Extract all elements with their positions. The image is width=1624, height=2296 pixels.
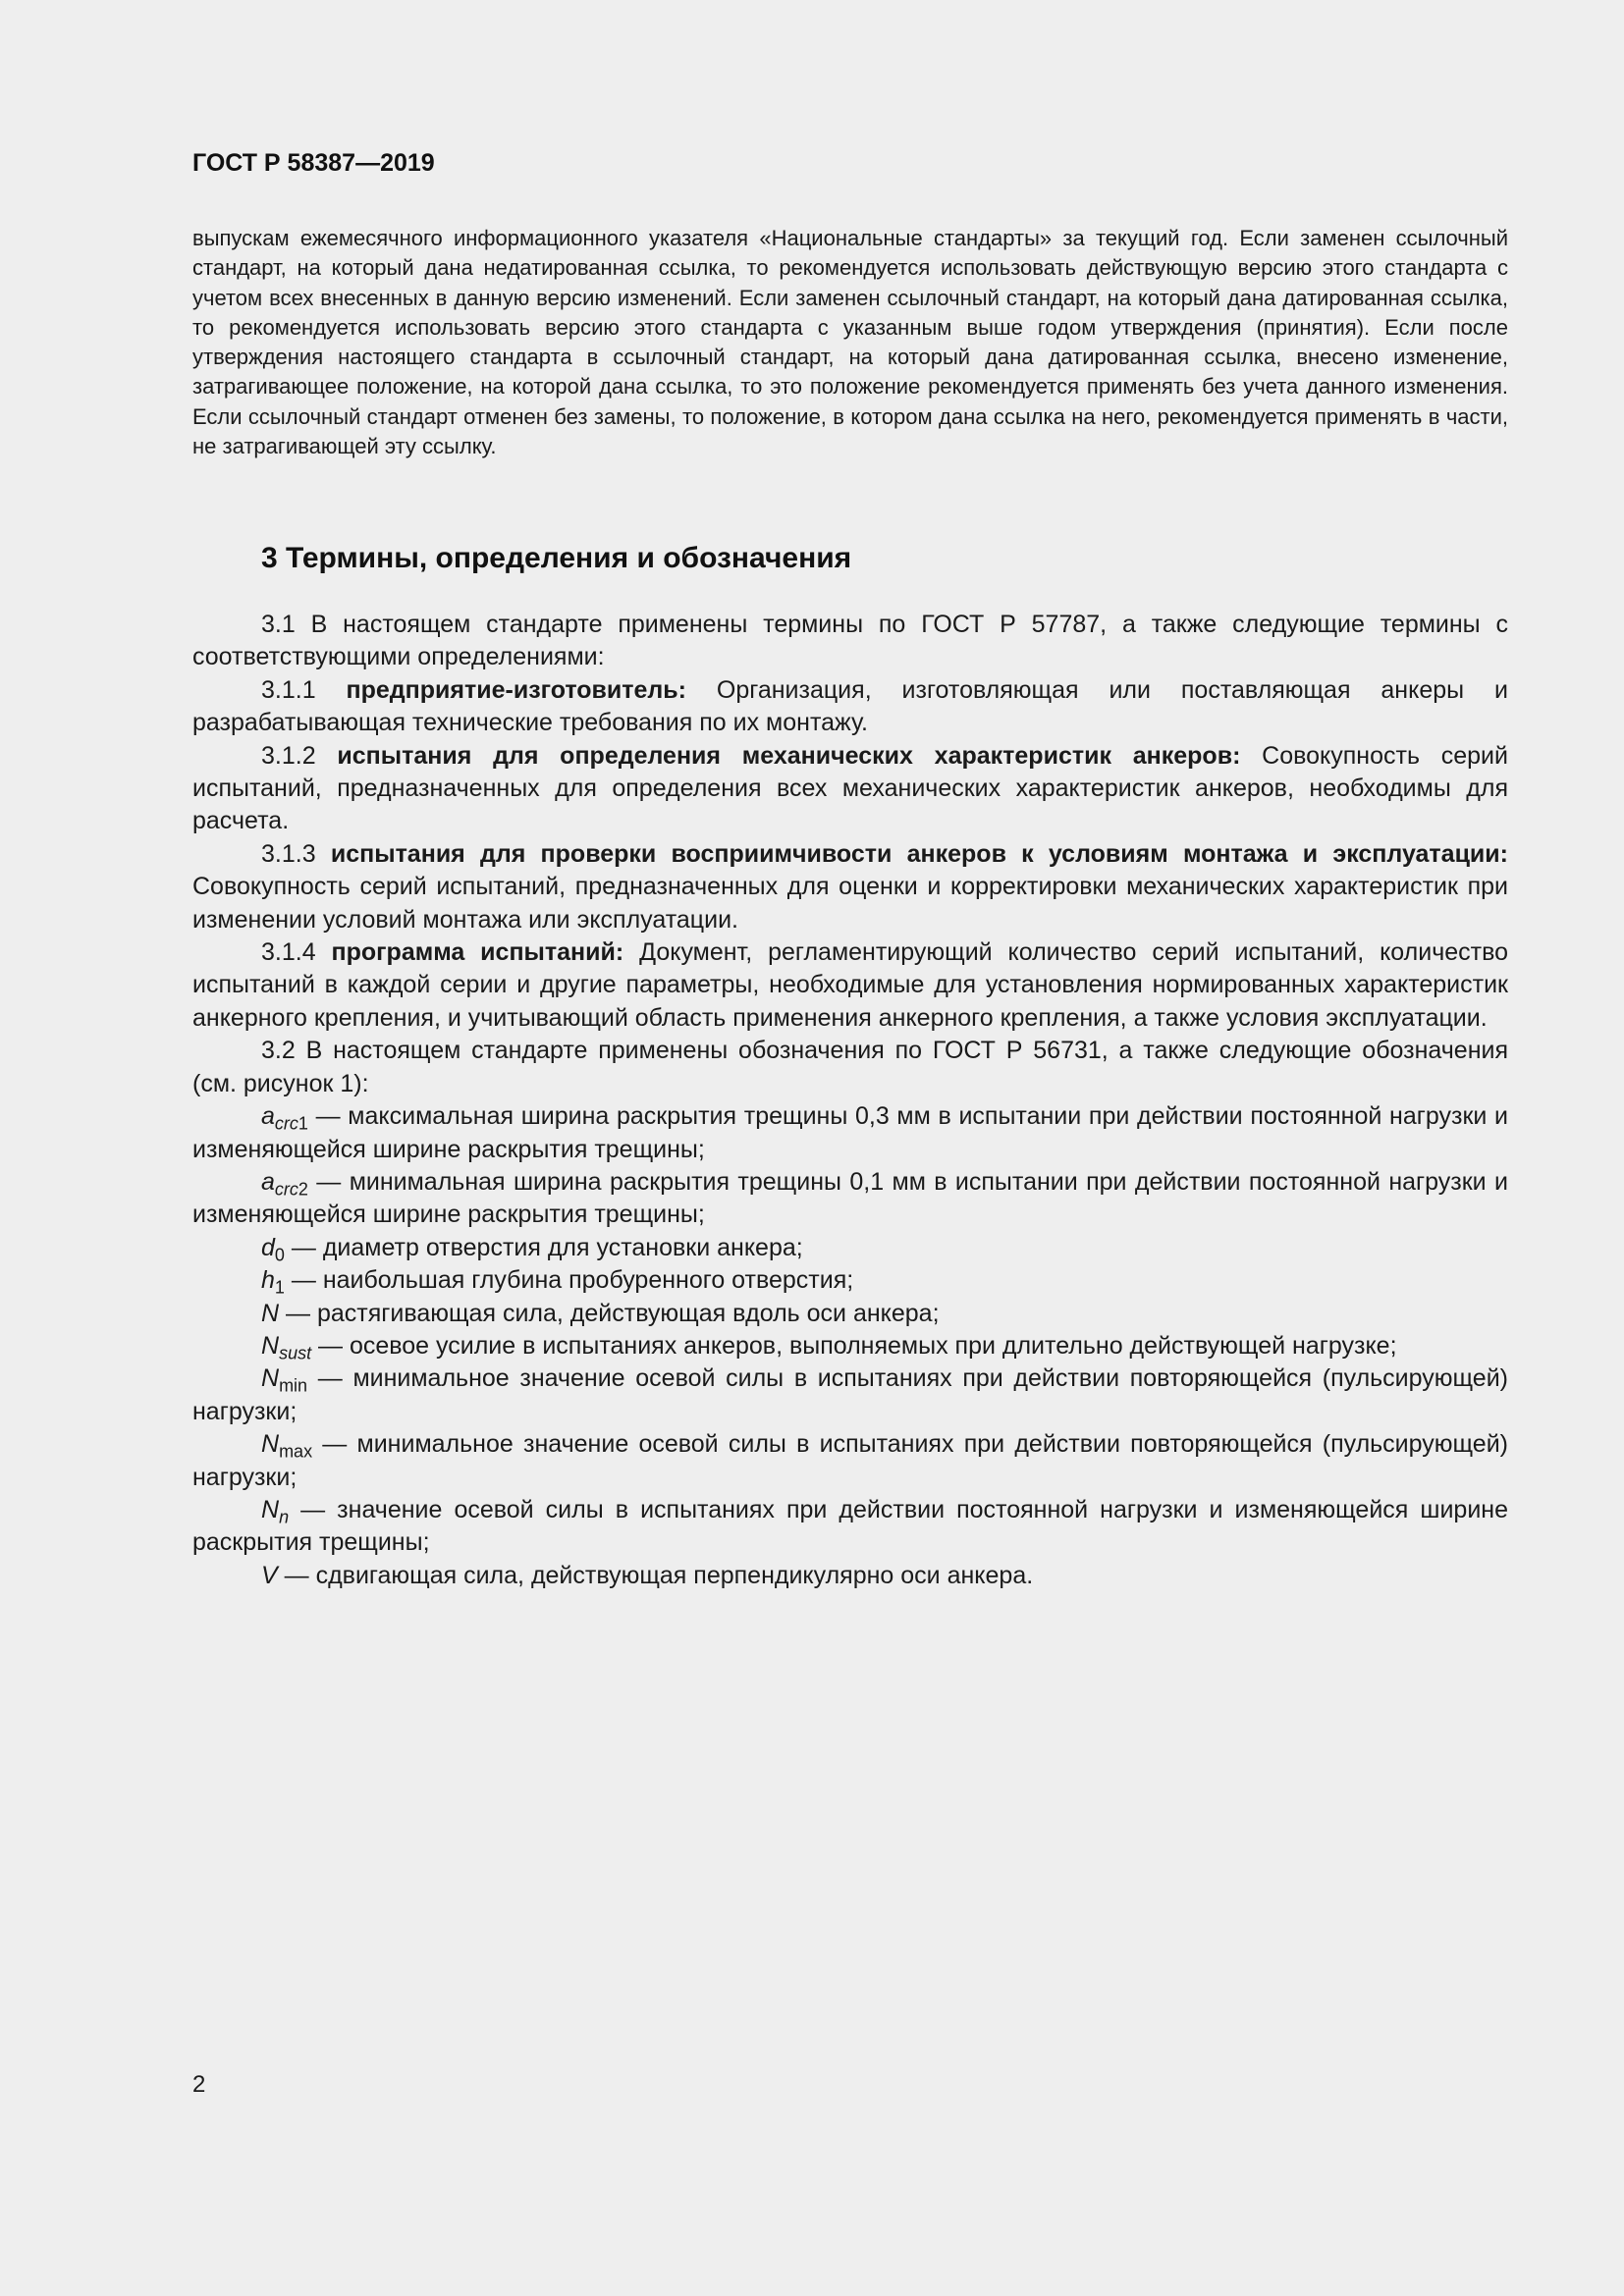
symbol-definition (192, 1560, 1508, 1592)
symbol-text: — значение осевой силы в испытаниях при действии постоянной нагрузки и изменяющейся ширине раскрытия трещины; (192, 1495, 1508, 1557)
term: предприятие-изготовитель: (346, 675, 686, 704)
intro-paragraph (192, 224, 1508, 461)
symbol-definition (192, 1100, 1508, 1166)
document-header: ГОСТ Р 58387—2019 (192, 149, 435, 177)
subscript-upright: min (279, 1375, 308, 1396)
clause-number: 3.1.2 (261, 741, 338, 770)
term: испытания для проверки восприимчивости анкеров к условиям монтажа и эксплуатации: (330, 839, 1508, 868)
subscript-upright: 0 (274, 1245, 285, 1265)
symbol-text: — диаметр отверстия для установки анкера; (284, 1233, 803, 1261)
definition: Совокупность серий испытаний, предназначенных для определения всех механических характеристик анкеров, необходимы для расчета. (192, 741, 1508, 835)
subscript-italic: crc (274, 1113, 298, 1134)
subscript-italic: sust (279, 1343, 312, 1363)
symbol-definition (192, 1330, 1508, 1362)
page-number: 2 (192, 2071, 206, 2098)
subscript-italic: crc (274, 1179, 298, 1200)
clause-3-1-2 (192, 740, 1508, 838)
symbol: N (261, 1495, 280, 1523)
symbol: N (261, 1364, 280, 1393)
symbol-definition (192, 1428, 1508, 1494)
symbol-subscript (279, 1442, 312, 1462)
symbol-text: — осевое усилие в испытаниях анкеров, выполняемых при длительно действующей нагрузке; (311, 1331, 1397, 1360)
section-body (192, 609, 1508, 1592)
symbol-subscript (275, 1245, 285, 1264)
symbol: V (261, 1561, 278, 1589)
clause-number: 3.1.4 (261, 938, 332, 967)
clause-3-2: 3.2 В настоящем стандарте применены обозначения по ГОСТ Р 56731, а также следующие обозначения (см. рисунок 1): (192, 1037, 1508, 1097)
symbol-text: — минимальное значение осевой силы в испытаниях при действии повторяющейся (пульсирующей) нагрузки; (192, 1364, 1508, 1425)
symbol-text: — максимальная ширина раскрытия трещины 0,3 мм в испытании при действии постоянной нагрузки и изменяющейся ширине раскрытия трещины; (192, 1102, 1508, 1163)
symbol-definition (192, 1362, 1508, 1428)
intro-text: выпускам ежемесячного информационного указателя «Национальные стандарты» за текущий год. Если заменен ссылочный стандарт, на который дана недатированная ссылка, то рекомендуется использовать действующую версию этого стандарта с учетом всех внесенных в данную версию изменений. Если заменен ссылочный стандарт, на который дана датированная ссылка, то рекомендуется использовать версию этого стандарта с указанным выше годом утверждения (принятия). Если после утверждения настоящего стандарта в ссылочный стандарт, на который дана датированная ссылка, внесено изменение, затрагивающее положение, на которой дана ссылка, то это положение рекомендуется применять без учета данного изменения. Если ссылочный стандарт отменен без замены, то положение, в котором дана ссылка на него, рекомендуется применять в части, не затрагивающей эту ссылку. (192, 226, 1508, 459)
definition: Организация, изготовляющая или поставляющая анкеры и разрабатывающая технические требования по их монтажу. (192, 675, 1508, 737)
subscript-upright: 1 (298, 1113, 308, 1134)
symbol-definition (192, 1264, 1508, 1297)
symbol-definition (192, 1298, 1508, 1330)
symbol-text: — минимальное значение осевой силы в испытаниях при действии повторяющейся (пульсирующей) нагрузки; (192, 1430, 1508, 1491)
symbol-definition (192, 1494, 1508, 1560)
symbol-definition (192, 1232, 1508, 1264)
symbol: N (261, 1331, 280, 1360)
symbol-subscript (275, 1278, 285, 1298)
symbol-definition (192, 1166, 1508, 1232)
symbol: d (261, 1233, 275, 1261)
term: испытания для определения механических характеристик анкеров: (337, 741, 1241, 770)
clause-number: 3.1.3 (261, 839, 331, 868)
term: программа испытаний: (331, 938, 624, 967)
symbol-text: — растягивающая сила, действующая вдоль оси анкера; (279, 1299, 940, 1327)
subscript-upright: 1 (274, 1277, 285, 1298)
symbol: N (261, 1430, 280, 1459)
clause-3-1: 3.1 В настоящем стандарте применены термины по ГОСТ Р 57787, а также следующие термины с соответствующими определениями: (192, 611, 1508, 671)
symbol-subscript (279, 1376, 307, 1396)
symbol-subscript (275, 1179, 308, 1199)
subscript-upright: 2 (298, 1179, 308, 1200)
symbol-subscript (275, 1113, 308, 1133)
symbol-text: — наибольшая глубина пробуренного отверстия; (284, 1266, 854, 1295)
symbol-text: — сдвигающая сила, действующая перпендикулярно оси анкера. (277, 1561, 1034, 1589)
symbol-subscript (279, 1507, 289, 1526)
clause-number: 3.1.1 (261, 675, 347, 704)
clause-3-1-4 (192, 936, 1508, 1035)
symbol: N (261, 1299, 280, 1327)
section-title: 3 Термины, определения и обозначения (261, 542, 852, 574)
subscript-upright: max (279, 1441, 313, 1462)
clause-3-1-3 (192, 838, 1508, 936)
symbol: h (261, 1266, 275, 1295)
clause-3-1-1 (192, 674, 1508, 740)
symbol-subscript (279, 1343, 311, 1362)
subscript-italic: n (279, 1507, 290, 1527)
symbol-list (192, 1100, 1508, 1592)
definition: Совокупность серий испытаний, предназначенных для оценки и корректировки механических характеристик при изменении условий монтажа или эксплуатации. (192, 873, 1508, 934)
symbol-text: — минимальная ширина раскрытия трещины 0,1 мм в испытании при действии постоянной нагрузки и изменяющейся ширине раскрытия трещины; (192, 1167, 1508, 1229)
symbol: a (261, 1167, 275, 1196)
definition: Документ, регламентирующий количество серий испытаний, количество испытаний в каждой серии и другие параметры, необходимые для установления нормированных характеристик анкерного крепления, и учитывающий область применения анкерного крепления, а также условия эксплуатации. (192, 938, 1508, 1032)
symbol: a (261, 1102, 275, 1131)
